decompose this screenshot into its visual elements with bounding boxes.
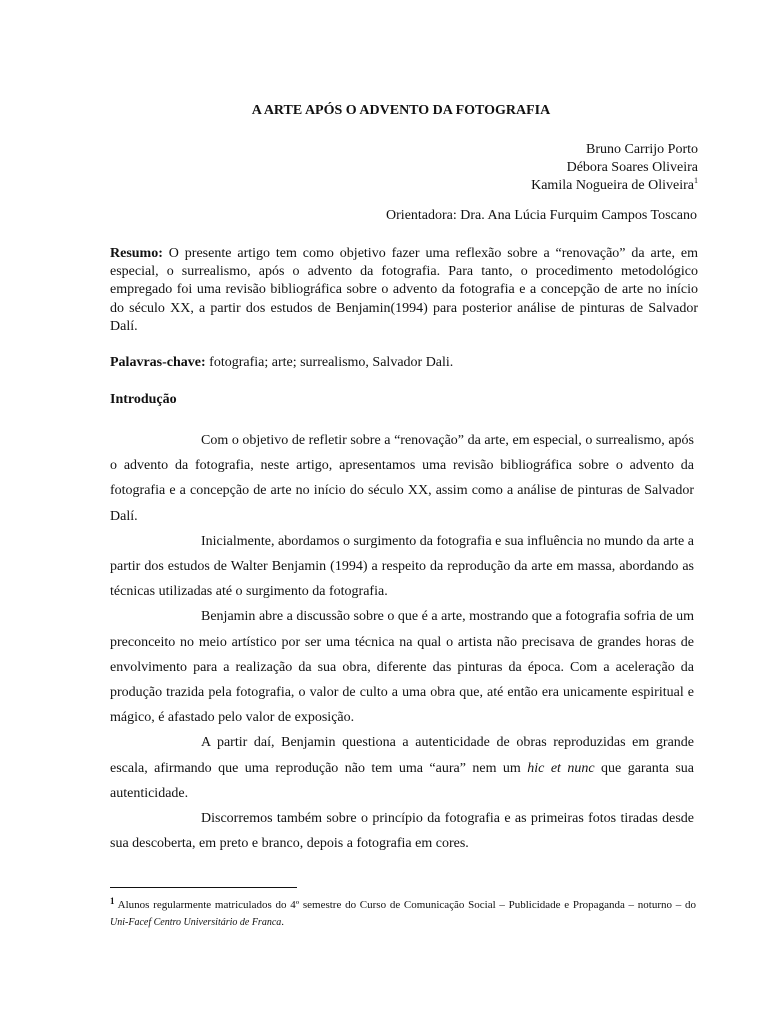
advisor-line: Orientadora: Dra. Ana Lúcia Furquim Campos Toscano <box>386 208 697 223</box>
keywords-text: fotografia; arte; surrealismo, Salvador Dali. <box>209 355 454 370</box>
paragraph-text: que garanta sua autenticidade. <box>110 760 695 801</box>
section-heading-introduction: Introdução <box>110 392 177 407</box>
footnote-divider <box>110 887 297 888</box>
abstract <box>110 245 698 336</box>
keywords <box>110 355 698 371</box>
author-name: Bruno Carrijo Porto <box>586 142 698 157</box>
author-name <box>531 177 698 195</box>
footnote-mark: 1 <box>110 896 115 906</box>
footnote-end: . <box>281 916 285 928</box>
body-paragraph: Discorremos também sobre o princípio da fotografia e as primeiras fotos tiradas desde sua descoberta, em preto e branco, depois a fotografia em cores. <box>110 811 694 852</box>
author-name-text: Kamila Nogueira de Oliveira <box>531 178 694 193</box>
abstract-label: Resumo: <box>110 246 163 261</box>
document-title: A ARTE APÓS O ADVENTO DA FOTOGRAFIA <box>251 103 551 118</box>
body-paragraph: Com o objetivo de refletir sobre a “renovação” da arte, em especial, o surrealismo, após o advento da fotografia, neste artigo, apresentamos uma revisão bibliográfica sobre o advento da fotografia e a concepção de arte no início do século XX, assim como a análise de pinturas de Salvador Dalí. <box>110 433 694 524</box>
footnote-reference[interactable]: 1 <box>694 176 698 185</box>
abstract-text: O presente artigo tem como objetivo fazer uma reflexão sobre a “renovação” da arte, em especial, o surrealismo, após o advento da fotografia. Para tanto, o procedimento metodológico empregado foi uma revisão bibliográfica sobre o advento da fotografia e a concepção de arte no início do século XX, a partir dos estudos de Benjamin(1994) para posterior análise de pinturas de Salvador Dalí. <box>110 246 699 334</box>
footnote-institution: Uni-Facef Centro Universitário de Franca <box>110 917 282 928</box>
body-paragraph: Inicialmente, abordamos o surgimento da fotografia e sua influência no mundo da arte a partir dos estudos de Walter Benjamin (1994) a respeito da reprodução da arte em massa, abordando as técnicas utilizadas até o surgimento da fotografia. <box>110 533 694 600</box>
body-paragraph <box>110 730 694 806</box>
author-name: Débora Soares Oliveira <box>566 160 698 175</box>
author-list <box>531 141 698 195</box>
body-paragraph: Benjamin abre a discussão sobre o que é a arte, mostrando que a fotografia sofria de um preconceito no meio artístico por ser uma técnica na qual o artista não precisava de grandes horas de envolvimento para a realização da sua obra, diferente das pinturas da época. Com a aceleração da produção trazida pela fotografia, o valor de culto a uma obra que, até então era unicamente espiritual e mágico, é afastado pelo valor de exposição. <box>110 609 694 726</box>
keywords-label: Palavras-chave: <box>110 355 206 370</box>
footnote <box>110 897 696 931</box>
footnote-text: Alunos regularmente matriculados do 4º semestre do Curso de Comunicação Social – Publicidade e Propaganda – noturno – do <box>117 899 696 911</box>
paragraph-text: A partir daí, Benjamin questiona a autenticidade de obras reproduzidas em grande escala, afirmando que uma reprodução não tem uma “aura” nem um <box>110 735 694 776</box>
latin-term: hic et nunc <box>527 760 595 776</box>
introduction-body <box>110 428 694 856</box>
